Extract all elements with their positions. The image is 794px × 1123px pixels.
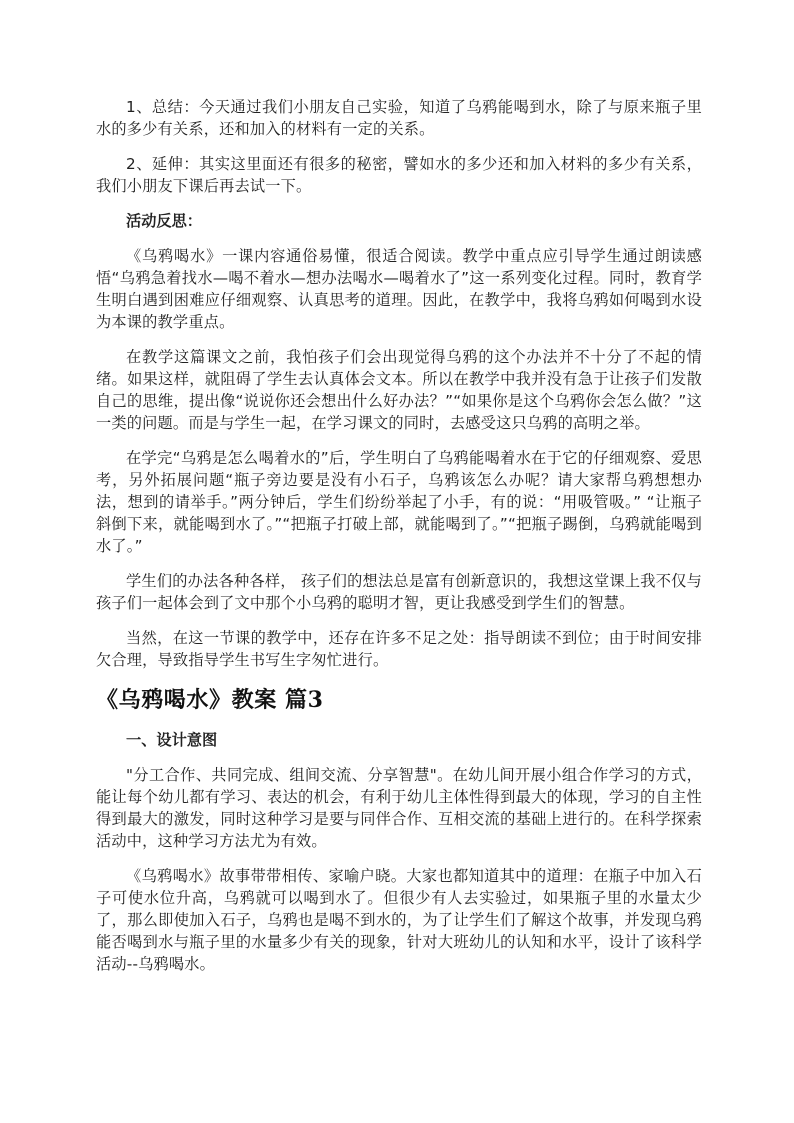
reflection-paragraph: 在教学这篇课文之前，我怕孩子们会出现觉得乌鸦的这个办法并不十分了不起的情绪。如果这样，就阻碍了学生去认真体会文本。所以在教学中我并没有急于让孩子们发散自己的思维，提出像“说说你还会想出什么好办法？”“如果你是这个乌鸦你会怎么做？”这一类的问题。而是与学生一起，在学习课文的同时，去感受这只乌鸦的高明之举。 (96, 348, 702, 432)
design-intent-paragraph: "分工合作、共同完成、组间交流、分享智慧"。在幼儿间开展小组合作学习的方式，能让每个幼儿都有学习、表达的机会，有利于幼儿主体性得到最大的体现，学习的自主性得到最大的激发，同时这种学习是要与同伴合作、互相交流的基础上进行的。在科学探索活动中，这种学习方法尤为有效。 (96, 766, 702, 850)
reflection-heading: 活动反思： (126, 212, 202, 230)
section-title: 《乌鸦喝水》教案 篇3 (96, 687, 324, 713)
summary-paragraph: 1、总结：今天通过我们小朋友自己实验，知道了乌鸦能喝到水，除了与原来瓶子里水的多少有关系，还和加入的材料有一定的关系。 (96, 98, 702, 138)
reflection-paragraph: 《乌鸦喝水》一课内容通俗易懂，很适合阅读。教学中重点应引导学生通过朗读感悟“乌鸦急着找水—喝不着水—想办法喝水—喝着水了”这一系列变化过程。同时，教育学生明白遇到困难应仔细观察、认真思考的道理。因此，在教学中，我将乌鸦如何喝到水设为本课的教学重点。 (96, 247, 702, 331)
document-page (96, 96, 702, 988)
reflection-paragraph: 学生们的办法各种各样， 孩子们的想法总是富有创新意识的，我想这堂课上我不仅与孩子们一起体会到了文中那个小乌鸦的聪明才智，更让我感受到学生们的智慧。 (96, 572, 702, 612)
reflection-paragraph: 在学完“乌鸦是怎么喝着水的”后，学生明白了乌鸦能喝着水在于它的仔细观察、爱思考，另外拓展问题“瓶子旁边要是没有小石子，乌鸦该怎么办呢？请大家帮乌鸦想想办法，想到的请举手。”两分钟后，学生们纷纷举起了小手，有的说：“用吸管吸。” “让瓶子斜倒下来，就能喝到水了。”“把瓶子打破上部，就能喝到了。”“把瓶子踢倒，乌鸦就能喝到水了。” (96, 449, 702, 555)
design-intent-paragraph: 《乌鸦喝水》故事带带相传、家喻户晓。大家也都知道其中的道理：在瓶子中加入石子可使水位升高，乌鸦就可以喝到水了。但很少有人去实验过，如果瓶子里的水量太少了，那么即使加入石子，乌鸦也是喝不到水的，为了让学生们了解这个故事，并发现乌鸦能否喝到水与瓶子里的水量多少有关的现象，针对大班幼儿的认知和水平，设计了该科学活动--乌鸦喝水。 (96, 867, 702, 973)
design-intent-heading: 一、设计意图 (126, 731, 218, 749)
extension-paragraph: 2、延伸：其实这里面还有很多的秘密，譬如水的多少还和加入材料的多少有关系，我们小朋友下课后再去试一下。 (96, 155, 702, 195)
reflection-paragraph: 当然，在这一节课的教学中，还存在许多不足之处：指导朗读不到位；由于时间安排欠合理，导致指导学生书写生字匆忙进行。 (96, 629, 702, 669)
